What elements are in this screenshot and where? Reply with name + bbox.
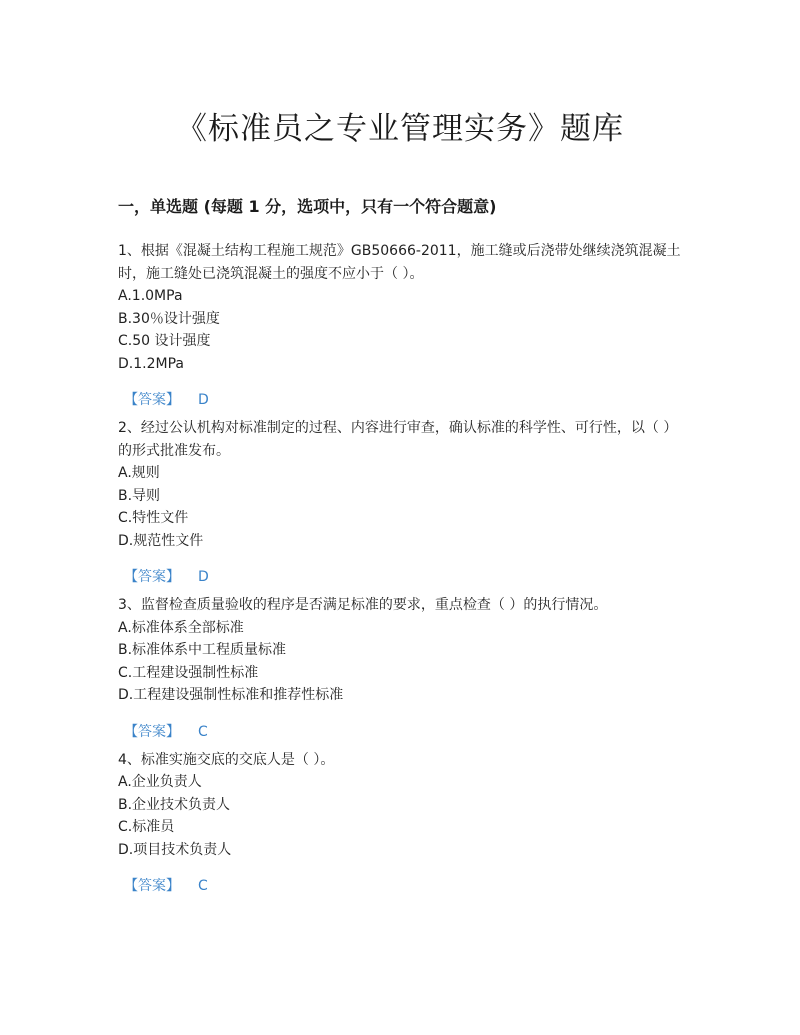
question-3 — [118, 594, 688, 743]
answer-value: C — [198, 878, 208, 894]
option-c: C.特性文件 — [118, 510, 189, 526]
option-list — [118, 285, 688, 375]
option-b: B.30％设计强度 — [118, 310, 220, 327]
option-list — [118, 462, 688, 552]
answer-value: D — [198, 569, 209, 585]
question-stem: 4、标准实施交底的交底人是（ ）。 — [118, 751, 335, 768]
section-title: 一，单选题 (每题 1 分，选项中，只有一个符合题意) — [118, 197, 497, 216]
document-title: 《标准员之专业管理实务》题库 — [176, 111, 624, 147]
answer-line — [118, 721, 688, 743]
option-d: D.工程建设强制性标准和推荐性标准 — [118, 687, 344, 703]
option-list — [118, 617, 688, 707]
answer-line — [118, 389, 688, 411]
option-c: C.标准员 — [118, 819, 175, 835]
question-stem: 2、经过公认机构对标准制定的过程、内容进行审查，确认标准的科学性、可行性，以（ ）的形式批准发布。 — [118, 420, 678, 459]
option-c: C.工程建设强制性标准 — [118, 664, 259, 681]
option-d: D.项目技术负责人 — [118, 841, 232, 858]
answer-label: 【答案】 — [124, 723, 180, 740]
question-1 — [118, 240, 688, 411]
option-a: A.1.0MPa — [118, 288, 183, 304]
answer-line — [118, 566, 688, 588]
option-b: B.标准体系中工程质量标准 — [118, 642, 287, 658]
answer-label: 【答案】 — [124, 392, 180, 408]
option-a: A.标准体系全部标准 — [118, 619, 244, 636]
question-stem: 3、监督检查质量验收的程序是否满足标准的要求，重点检查（ ）的执行情况。 — [118, 597, 608, 613]
answer-value: D — [198, 392, 209, 408]
answer-label: 【答案】 — [124, 569, 180, 585]
question-4 — [118, 749, 688, 898]
option-b: B.企业技术负责人 — [118, 796, 231, 813]
option-a: A.企业负责人 — [118, 774, 202, 790]
question-2 — [118, 417, 688, 588]
option-d: D.规范性文件 — [118, 532, 204, 549]
option-b: B.导则 — [118, 487, 161, 504]
answer-value: C — [198, 723, 208, 740]
option-c: C.50 设计强度 — [118, 333, 211, 349]
answer-label: 【答案】 — [124, 878, 180, 894]
answer-line — [118, 875, 688, 897]
question-stem: 1、根据《混凝土结构工程施工规范》GB50666-2011，施工缝或后浇带处继续浇筑混凝土时，施工缝处已浇筑混凝土的强度不应小于（ ）。 — [118, 243, 681, 282]
option-list — [118, 771, 688, 861]
option-a: A.规则 — [118, 465, 160, 481]
option-d: D.1.2MPa — [118, 355, 184, 372]
question-list — [118, 240, 688, 903]
